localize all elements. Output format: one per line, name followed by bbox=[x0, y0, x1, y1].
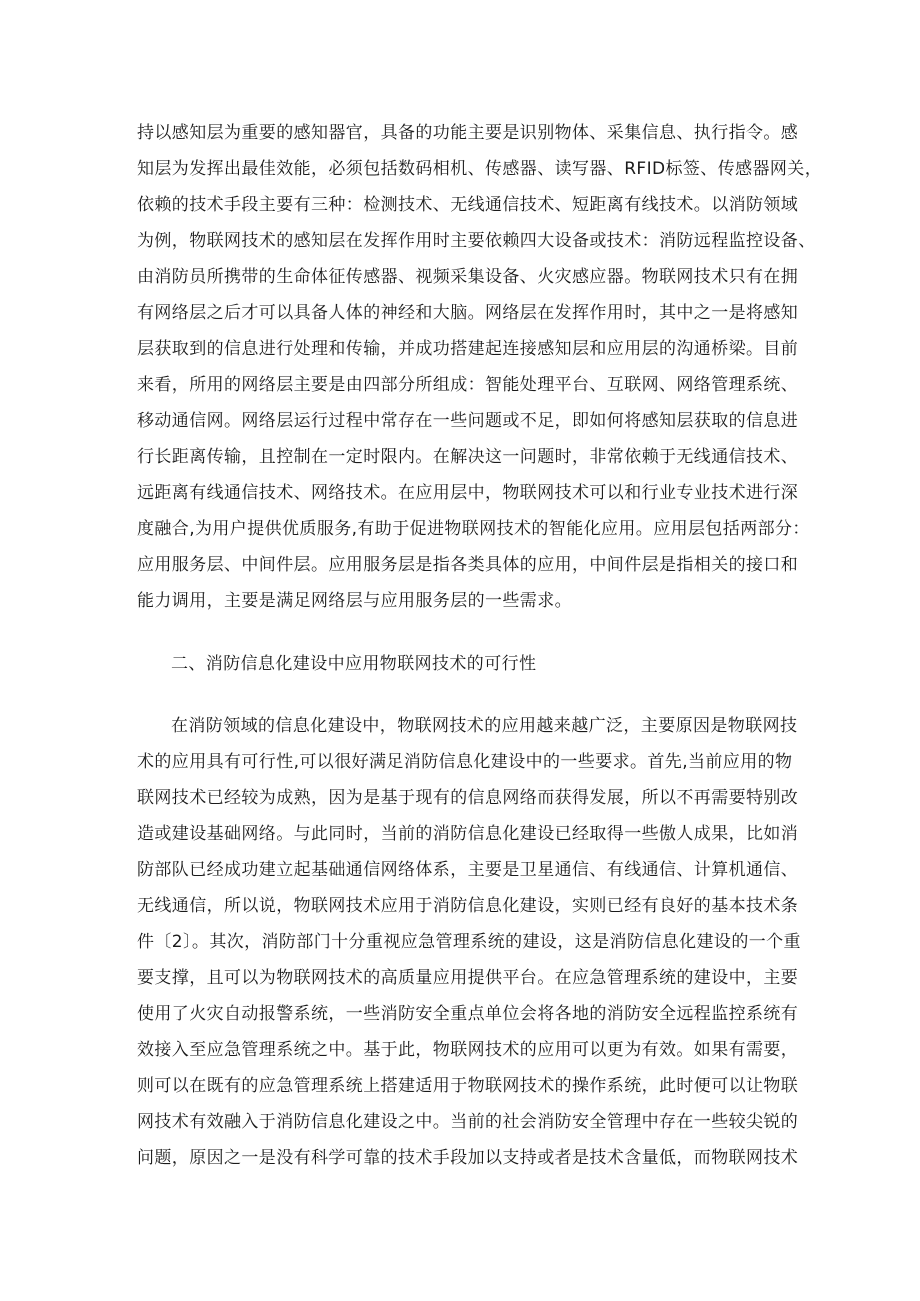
text-line: 网技术有效融入于消防信息化建设之中。当前的社会消防安全管理中存在一些较尖锐的 bbox=[137, 1112, 799, 1132]
text-line: 要支撑，且可以为物联网技术的高质量应用提供平台。在应急管理系统的建设中，主要 bbox=[137, 968, 799, 988]
text-line: 移动通信网。网络层运行过程中常存在一些问题或不足，即如何将感知层获取的信息进 bbox=[137, 411, 799, 431]
text-line: 行长距离传输，且控制在一定时限内。在解决这一问题时，非常依赖于无线通信技术、 bbox=[137, 447, 799, 467]
text-line: 能力调用，主要是满足网络层与应用服务层的一些需求。 bbox=[137, 591, 572, 611]
text-line: 问题，原因之一是没有科学可靠的技术手段加以支持或者是技术含量低，而物联网技术 bbox=[137, 1148, 799, 1168]
text-line: 为例，物联网技术的感知层在发挥作用时主要依赖四大设备或技术：消防远程监控设备、 bbox=[137, 231, 816, 251]
text-line: 应用服务层、中间件层。应用服务层是指各类具体的应用，中间件层是指相关的接口和 bbox=[137, 555, 799, 575]
text-line: 在消防领域的信息化建设中，物联网技术的应用越来越广泛，主要原因是物联网技 bbox=[171, 716, 798, 736]
text-line: 则可以在既有的应急管理系统上搭建适用于物联网技术的操作系统，此时便可以让物联 bbox=[137, 1076, 799, 1096]
text-line: 持以感知层为重要的感知器官，具备的功能主要是识别物体、采集信息、执行指令。感 bbox=[137, 123, 799, 143]
text-line: 使用了火灾自动报警系统，一些消防安全重点单位会将各地的消防安全远程监控系统有 bbox=[137, 1004, 799, 1024]
text-line: 防部队已经成功建立起基础通信网络体系，主要是卫星通信、有线通信、计算机通信、 bbox=[137, 860, 799, 880]
text-line: 来看，所用的网络层主要是由四部分所组成：智能处理平台、互联网、网络管理系统、 bbox=[137, 375, 799, 395]
text-line: 联网技术已经较为成熟，因为是基于现有的信息网络而获得发展，所以不再需要特别改 bbox=[137, 788, 799, 808]
text-line: 术的应用具有可行性,可以很好满足消防信息化建设中的一些要求。首先,当前应用的物 bbox=[137, 752, 793, 772]
text-line: 有网络层之后才可以具备人体的神经和大脑。网络层在发挥作用时，其中之一是将感知 bbox=[137, 303, 799, 323]
text-line: 件〔2〕。其次，消防部门十分重视应急管理系统的建设，这是消防信息化建设的一个重 bbox=[137, 932, 801, 952]
text-line: 造或建设基础网络。与此同时，当前的消防信息化建设已经取得一些傲人成果，比如消 bbox=[137, 824, 799, 844]
text-line: 远距离有线通信技术、网络技术。在应用层中，物联网技术可以和行业专业技术进行深 bbox=[137, 483, 799, 503]
section-heading: 二、消防信息化建设中应用物联网技术的可行性 bbox=[171, 654, 537, 674]
text-line: 知层为发挥出最佳效能，必须包括数码相机、传感器、读写器、RFID标签、传感器网关， bbox=[137, 159, 823, 179]
text-line: 由消防员所携带的生命体征传感器、视频采集设备、火灾感应器。物联网技术只有在拥 bbox=[137, 267, 799, 287]
text-line: 效接入至应急管理系统之中。基于此，物联网技术的应用可以更为有效。如果有需要， bbox=[137, 1040, 799, 1060]
text-line: 依赖的技术手段主要有三种：检测技术、无线通信技术、短距离有线技术。以消防领域 bbox=[137, 195, 799, 215]
text-line: 无线通信，所以说，物联网技术应用于消防信息化建设，实则已经有良好的基本技术条 bbox=[137, 896, 799, 916]
text-line: 度融合,为用户提供优质服务,有助于促进物联网技术的智能化应用。应用层包括两部分： bbox=[137, 519, 810, 539]
text-line: 层获取到的信息进行处理和传输，并成功搭建起连接感知层和应用层的沟通桥梁。目前 bbox=[137, 339, 799, 359]
